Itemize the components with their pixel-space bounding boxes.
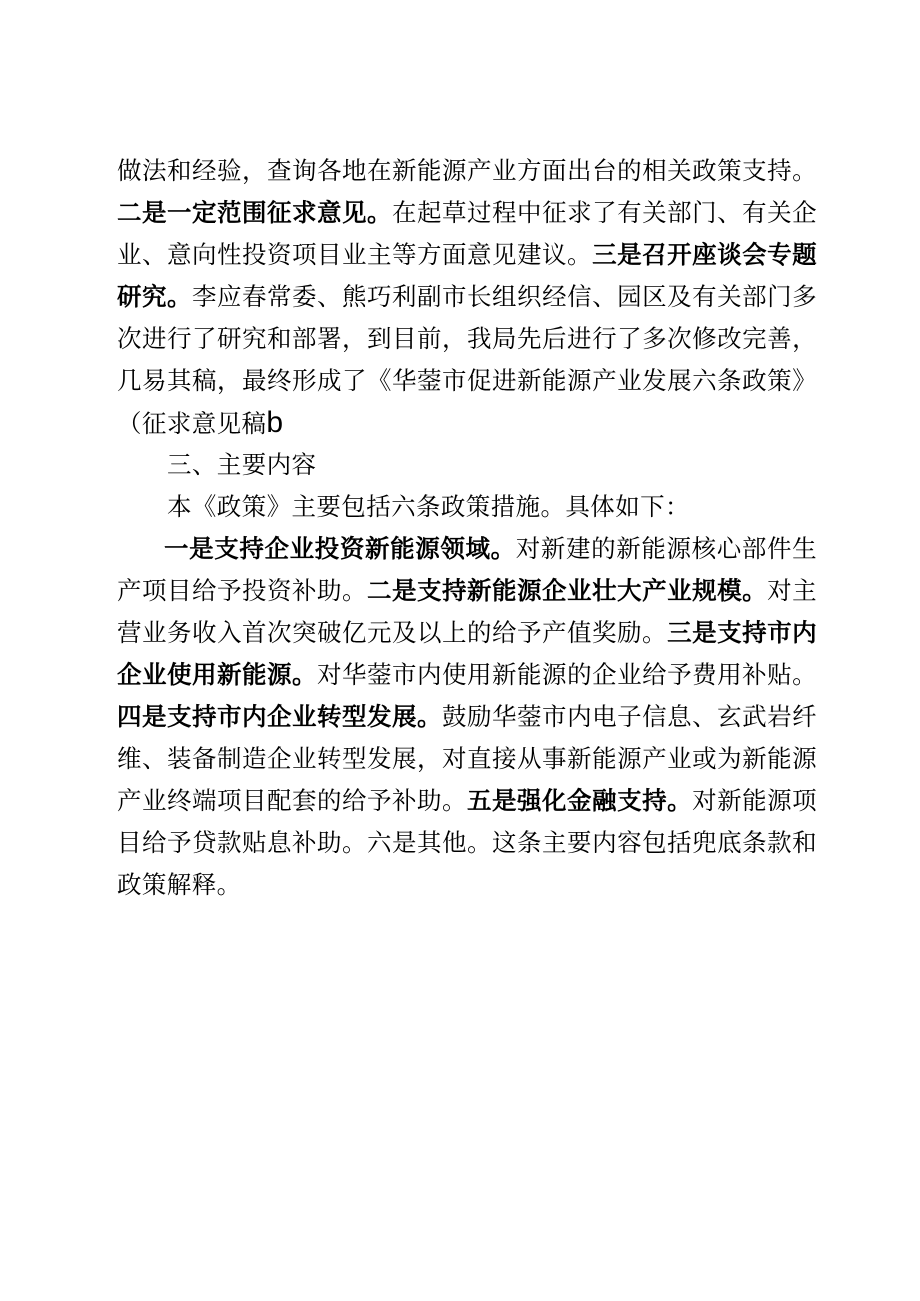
bold-point-label: 二是支持新能源企业壮大产业规模。 xyxy=(367,576,768,605)
text-run: 政策解释。 xyxy=(117,870,242,899)
text-run: 对新建的新能源核心部件生 xyxy=(515,534,817,563)
text-line xyxy=(117,318,817,360)
text-run: 做法和经验，查询各地在新能源产业方面出台的相关政策支持。 xyxy=(117,156,817,185)
section-heading-text: 三、主要内容 xyxy=(167,450,317,479)
text-run: 产业终端项目配套的给予补助。 xyxy=(117,786,468,815)
text-run: （征求意见稿 xyxy=(117,409,267,438)
text-run: 对新能源项 xyxy=(692,786,817,815)
section-heading xyxy=(117,444,817,486)
text-line xyxy=(117,822,817,864)
text-line xyxy=(117,192,817,234)
text-line xyxy=(117,360,817,402)
text-run: 在起草过程中征求了有关部门、有关企 xyxy=(392,198,817,227)
text-line xyxy=(117,864,817,906)
text-line xyxy=(117,402,817,444)
text-run: 次进行了研究和部署，到目前，我局先后进行了多次修改完善， xyxy=(117,324,817,353)
document-body xyxy=(117,150,817,906)
text-line xyxy=(117,150,817,192)
stray-glyph: b xyxy=(266,406,284,439)
bold-point-label: 三是支持市内 xyxy=(667,618,817,647)
text-line xyxy=(117,276,817,318)
text-run: 营业务收入首次突破亿元及以上的给予产值奖励。 xyxy=(117,618,668,647)
text-line xyxy=(117,528,817,570)
text-line xyxy=(117,570,817,612)
bold-point-label: 一是支持企业投资新能源领域。 xyxy=(164,534,516,563)
intro-text: 本《政策》主要包括六条政策措施。具体如下： xyxy=(167,492,690,521)
text-line xyxy=(117,738,817,780)
intro-line xyxy=(117,486,817,528)
text-run: 对主 xyxy=(767,576,817,605)
text-run: 业、意向性投资项目业主等方面意见建议。 xyxy=(117,240,593,269)
text-run: 产项目给予投资补助。 xyxy=(117,576,368,605)
bold-point-label: 企业使用新能源。 xyxy=(117,660,318,689)
bold-point-label: 三是召开座谈会专题 xyxy=(592,240,817,269)
text-line xyxy=(117,654,817,696)
bold-point-label: 五是强化金融支持。 xyxy=(467,786,693,815)
bold-point-label: 四是支持市内企业转型发展。 xyxy=(117,702,443,731)
bold-point-label: 二是一定范围征求意见。 xyxy=(117,198,393,227)
text-line xyxy=(117,234,817,276)
text-run: 鼓励华蓥市内电子信息、玄武岩纤 xyxy=(442,702,817,731)
text-run: 对华蓥市内使用新能源的企业给予费用补贴。 xyxy=(317,660,817,689)
text-line xyxy=(117,612,817,654)
text-line xyxy=(117,780,817,822)
text-line xyxy=(117,696,817,738)
text-run: 几易其稿，最终形成了《华蓥市促进新能源产业发展六条政策》 xyxy=(117,366,817,395)
bold-point-label: 研究。 xyxy=(117,282,193,311)
text-run: 目给予贷款贴息补助。六是其他。这条主要内容包括兜底条款和 xyxy=(117,828,817,857)
text-run: 维、装备制造企业转型发展，对直接从事新能源产业或为新能源 xyxy=(117,744,817,773)
text-run: 李应春常委、熊巧利副市长组织经信、园区及有关部门多 xyxy=(192,282,817,311)
